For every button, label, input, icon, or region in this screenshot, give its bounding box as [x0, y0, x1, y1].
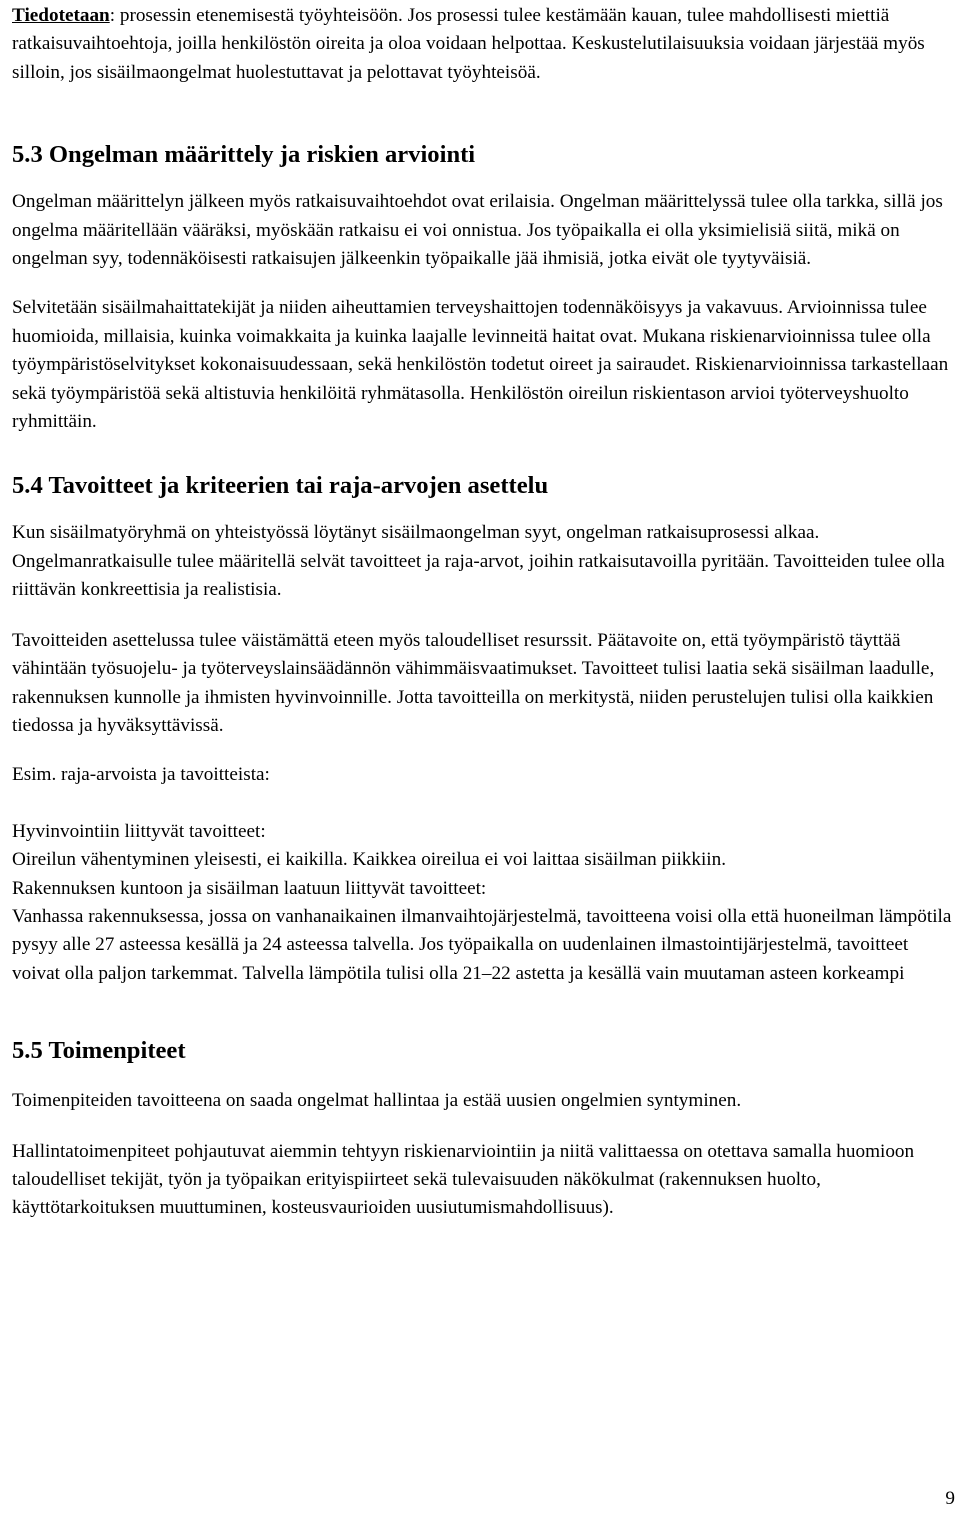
example-building-heading: Rakennuksen kuntoon ja sisäilman laatuun liittyvät tavoitteet: — [12, 877, 487, 899]
section-5-4-heading: 5.4 Tavoitteet ja kriteerien tai raja-arvojen asettelu — [12, 472, 549, 500]
example-intro: Esim. raja-arvoista ja tavoitteista: — [12, 764, 270, 786]
intro-label: Tiedotetaan — [12, 5, 110, 26]
section-5-3-paragraph-1: Ongelman määrittelyn jälkeen myös ratkaisuvaihtoehdot ovat erilaisia. Ongelman määrittelyssä tulee olla tarkka, sillä jos ongelma määritellään vääräksi, myöskään ratkaisu ei voi onnistua. Jos työpaikalla ei olla yksimielisiä siitä, mikä on ongelman syy, todennäköisesti ratkaisujen jälkeenkin työpaikalle jää ihmisiä, jotka eivät ole tyytyväisiä. — [12, 191, 943, 270]
document-page — [12, 2, 956, 1223]
section-5-4-paragraph-1: Kun sisäilmatyöryhmä on yhteistyössä löytänyt sisäilmaongelman syyt, ongelman ratkaisuprosessi alkaa. Ongelmanratkaisulle tulee määritellä selvät tavoitteet ja raja-arvot, joihin ratkaisutavoilla pyritään. Tavoitteiden tulee olla riittävän konkreettisia ja realistisia. — [12, 522, 945, 601]
section-5-4-paragraph-2: Tavoitteiden asettelussa tulee väistämättä eteen myös taloudelliset resurssit. Päätavoite on, että työympäristö täyttää vähintään työsuojelu- ja työterveyslainsäädännön vähimmäisvaatimukset. Tavoitteet tulisi laatia sekä sisäilman laadulle, rakennuksen kunnolle ja ihmisten hyvinvoinnille. Jotta tavoitteilla on merkitystä, niiden perustelujen tulisi olla kaikkien tiedossa ja hyväksyttävissä. — [12, 629, 935, 736]
section-5-3-paragraph-2: Selvitetään sisäilmahaittatekijät ja niiden aiheuttamien terveyshaittojen todennäköisyys ja vakavuus. Arvioinnissa tulee huomioida, millaisia, kuinka voimakkaita ja kuinka laajalle levinneitä haitat ovat. Mukana riskienarvioinnissa tulee olla työympäristöselvitykset kokonaisuudessaan, sekä henkilöstön todetut oireet ja sairaudet. Riskienarvioinnissa tarkastellaan sekä työympäristöä sekä altistuvia henkilöitä ryhmätasolla. Henkilöstön oireilun riskientason arvioi työterveyshuolto ryhmittäin. — [12, 297, 949, 433]
section-5-5-heading: 5.5 Toimenpiteet — [12, 1037, 186, 1065]
page-number: 9 — [945, 1488, 955, 1509]
section-5-5-paragraph-2: Hallintatoimenpiteet pohjautuvat aiemmin tehtyyn riskienarviointiin ja niitä valittaessa on otettava samalla huomioon taloudelliset tekijät, työn ja työpaikan erityispiirteet sekä tulevaisuuden näkökulmat (rakennuksen huolto, käyttötarkoituksen muuttuminen, kosteusvaurioiden uusiutumismahdollisuus). — [12, 1140, 915, 1219]
example-wellbeing-heading: Hyvinvointiin liittyvät tavoitteet: — [12, 820, 266, 842]
intro-paragraph — [12, 2, 956, 87]
section-5-3-heading: 5.3 Ongelman määrittely ja riskien arviointi — [12, 141, 476, 169]
intro-text: : prosessin etenemisestä työyhteisöön. Jos prosessi tulee kestämään kauan, tulee mahdollisesti miettiä ratkaisuvaihtoehtoja, joilla henkilöstön oireita ja oloa voidaan helpottaa. Keskustelutilaisuuksia voidaan järjestää myös silloin, jos sisäilmaongelmat huolestuttavat ja pelottavat työyhteisöä. — [12, 5, 925, 83]
example-building-text: Vanhassa rakennuksessa, jossa on vanhanaikainen ilmanvaihtojärjestelmä, tavoitteena voisi olla että huoneilman lämpötila pysyy alle 27 asteessa kesällä ja 24 asteessa talvella. Jos työpaikalla on uudenlainen ilmastointijärjestelmä, tavoitteet voivat olla paljon tarkemmat. Talvella lämpötila tulisi olla 21–22 astetta ja kesällä vain muutaman asteen korkeampi — [12, 905, 952, 984]
example-wellbeing-text: Oireilun vähentyminen yleisesti, ei kaikilla. Kaikkea oireilua ei voi laittaa sisäilman piikkiin. — [12, 849, 727, 871]
section-5-5-paragraph-1: Toimenpiteiden tavoitteena on saada ongelmat hallintaa ja estää uusien ongelmien syntyminen. — [12, 1090, 742, 1112]
example-block — [12, 818, 956, 988]
